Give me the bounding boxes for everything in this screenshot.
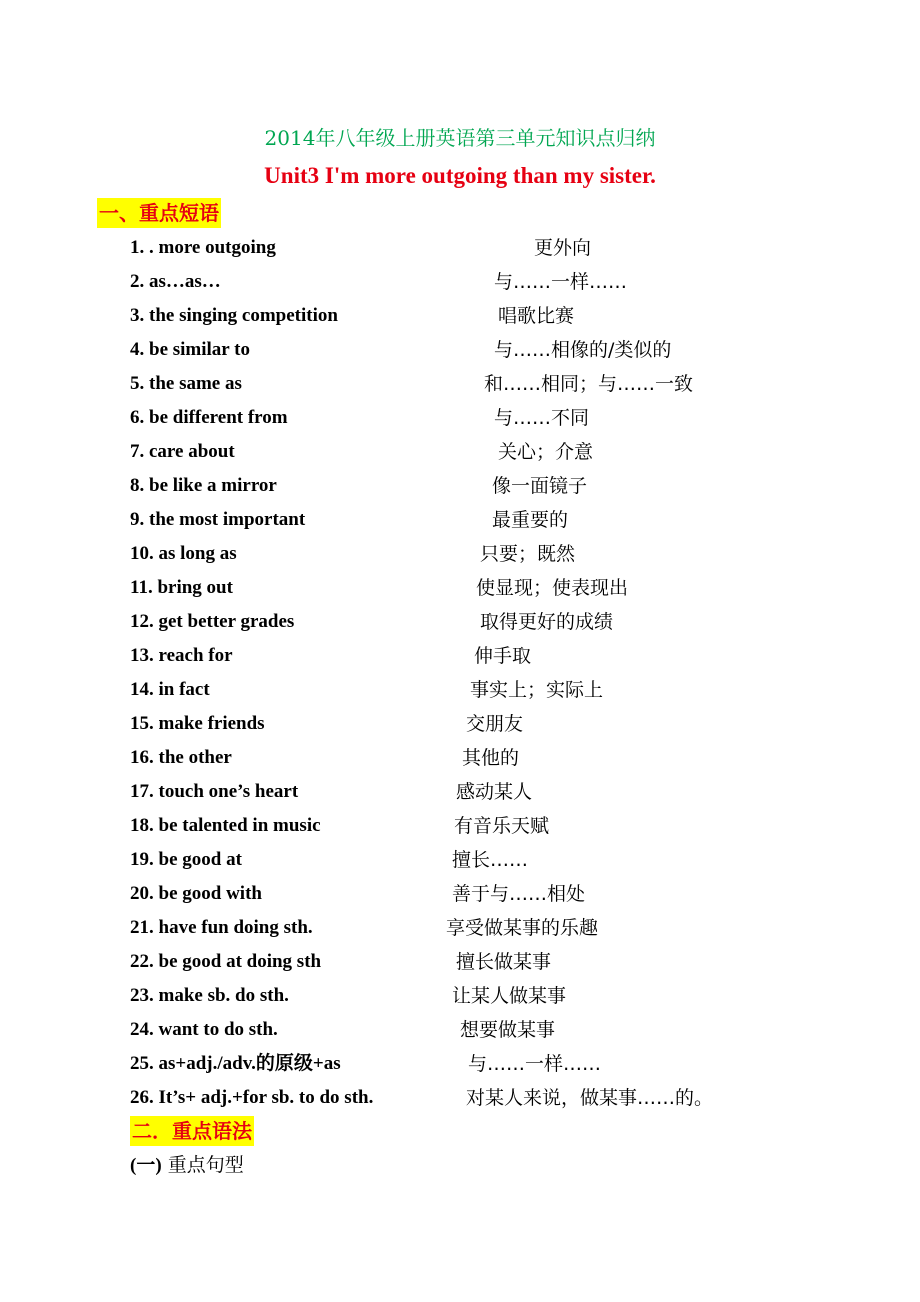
phrase-english: 11. bring out [130, 577, 233, 598]
phrase-chinese: 想要做某事 [460, 1019, 556, 1041]
phrase-english: 10. as long as [130, 543, 237, 564]
phrase-chinese: 与……不同 [494, 407, 590, 429]
phrase-english: 12. get better grades [130, 611, 295, 632]
phrase-chinese: 取得更好的成绩 [480, 611, 614, 633]
phrase-english: 15. make friends [130, 713, 265, 734]
section-heading-phrases: 一、重点短语 [97, 198, 221, 228]
phrase-english: 4. be similar to [130, 339, 250, 360]
phrase-chinese: 关心；介意 [498, 441, 594, 463]
phrase-english: 5. the same as [130, 373, 242, 394]
phrase-english: 25. as+adj./adv.的原级+as [130, 1053, 341, 1074]
phrase-english: 2. as…as… [130, 271, 221, 292]
section-heading-grammar: 二．重点语法 [130, 1116, 254, 1146]
phrase-english: 6. be different from [130, 407, 288, 428]
phrase-chinese: 使显现；使表现出 [476, 577, 629, 599]
subsection-number: (一) [130, 1155, 162, 1176]
phrase-english: 14. in fact [130, 679, 210, 700]
phrase-chinese: 擅长…… [452, 849, 529, 871]
phrase-english: 22. be good at doing sth [130, 951, 322, 972]
phrase-chinese: 擅长做某事 [456, 951, 552, 973]
phrase-chinese: 有音乐天赋 [454, 815, 550, 837]
phrase-chinese: 和……相同；与……一致 [484, 373, 694, 395]
phrase-english: 16. the other [130, 747, 232, 768]
phrase-chinese: 更外向 [534, 237, 592, 259]
phrase-chinese: 感动某人 [456, 781, 533, 803]
phrase-english: 24. want to do sth. [130, 1019, 278, 1040]
phrase-chinese: 善于与……相处 [452, 883, 586, 905]
phrase-english: 18. be talented in music [130, 815, 321, 836]
unit-title: Unit3 I'm more outgoing than my sister. [264, 163, 656, 188]
phrase-chinese: 唱歌比赛 [498, 305, 575, 327]
phrase-english: 9. the most important [130, 509, 306, 530]
subsection-heading [130, 1150, 244, 1181]
phrase-chinese: 交朋友 [466, 713, 524, 735]
phrase-chinese: 其他的 [462, 747, 520, 769]
phrase-english: 20. be good with [130, 883, 262, 904]
phrase-chinese: 对某人来说，做某事……的。 [466, 1087, 714, 1109]
phrase-english: 3. the singing competition [130, 305, 338, 326]
phrase-chinese: 与……一样…… [468, 1053, 602, 1075]
phrase-english: 13. reach for [130, 645, 233, 666]
phrase-chinese: 事实上；实际上 [470, 679, 604, 701]
phrase-english: 23. make sb. do sth. [130, 985, 289, 1006]
phrase-chinese: 只要；既然 [480, 543, 576, 565]
phrase-chinese: 伸手取 [474, 645, 532, 667]
phrase-english: 7. care about [130, 441, 235, 462]
phrase-english: 8. be like a mirror [130, 475, 277, 496]
phrase-english: 17. touch one’s heart [130, 781, 299, 802]
phrase-english: 19. be good at [130, 849, 242, 870]
phrase-english: 1. . more outgoing [130, 237, 276, 258]
document-title: 2014年八年级上册英语第三单元知识点归纳 [264, 126, 656, 150]
phrase-chinese: 与……相像的/类似的 [494, 339, 672, 361]
phrase-chinese: 与……一样…… [494, 271, 628, 293]
phrase-chinese: 最重要的 [492, 509, 569, 531]
phrase-chinese: 享受做某事的乐趣 [446, 917, 599, 939]
phrase-english: 26. It’s+ adj.+for sb. to do sth. [130, 1087, 374, 1108]
phrase-english: 21. have fun doing sth. [130, 917, 313, 938]
phrase-chinese: 像一面镜子 [492, 475, 588, 497]
subsection-title: 重点句型 [167, 1154, 244, 1176]
phrase-chinese: 让某人做某事 [452, 985, 567, 1007]
